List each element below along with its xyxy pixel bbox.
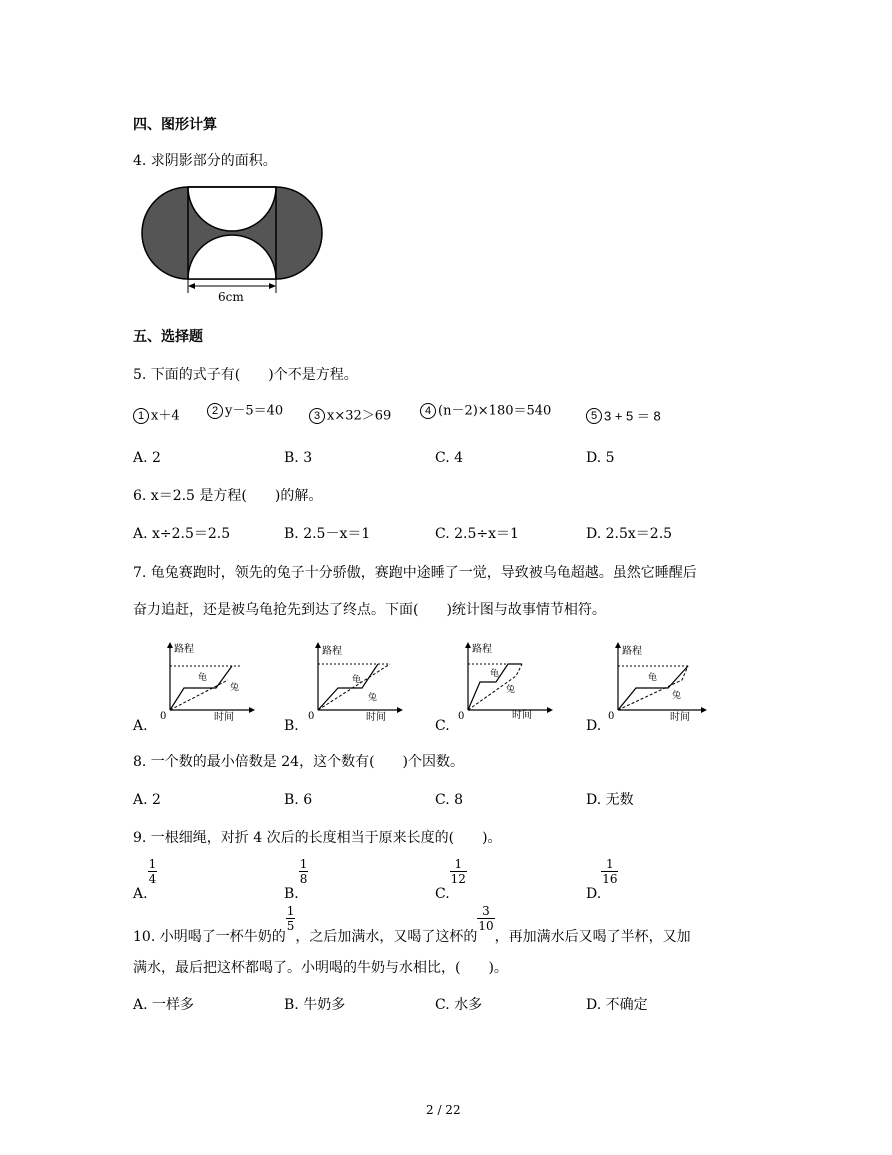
q6-option-b: B. 2.5－x＝1: [284, 526, 371, 542]
shaded-area-figure: [140, 183, 326, 305]
q5-option-d: D. 5: [586, 450, 615, 466]
graph-a-turtle: 龟: [198, 673, 208, 683]
question-7-line-1: 7. 龟兔赛跑时，领先的兔子十分骄傲，赛跑中途睡了一觉，导致被乌龟超越。虽然它睡醒后: [133, 565, 697, 581]
page-number: 2 / 22: [426, 1103, 461, 1117]
graph-c-ylabel: 路程: [472, 644, 492, 655]
fraction: $\frac{1}{12}$: [450, 857, 466, 887]
q9-option-b: B. $\frac{1}{8}$: [284, 857, 308, 902]
graph-d-turtle: 龟: [648, 673, 658, 683]
equation-item-4: 4 (n－2)×180＝540: [420, 403, 551, 419]
q10-option-d: D. 不确定: [586, 997, 648, 1013]
graph-c-origin: 0: [458, 711, 465, 722]
dimension-label: 6cm: [218, 290, 244, 304]
q8-option-b: B. 6: [284, 792, 313, 808]
fraction: $\frac{1}{4}$: [148, 857, 157, 887]
fraction-three-tenths: $\frac{3}{10}$: [478, 904, 494, 934]
question-7-line-2: 奋力追赶，还是被乌龟抢先到达了终点。下面( )统计图与故事情节相符。: [133, 602, 606, 618]
race-graph-a: [158, 640, 258, 722]
q7-option-c: C.: [435, 718, 450, 734]
question-10-line-1: 10. 小明喝了一杯牛奶的 $\frac{1}{5}$ ，之后加满水，又喝了这杯的 $\frac{3}{10}$ ，再加满水后又喝了半杯，又加: [133, 904, 691, 945]
q9-option-a: A. $\frac{1}{4}$: [133, 857, 157, 902]
q10-option-a: A. 一样多: [133, 997, 195, 1013]
graph-b-rabbit: 兔: [368, 693, 378, 703]
equation-item-3: 3 x×32＞69: [309, 408, 391, 424]
q7-option-d: D.: [586, 718, 602, 734]
section-4-title: 四、图形计算: [133, 117, 217, 133]
graph-a-origin: 0: [160, 711, 167, 722]
question-4-text: 4. 求阴影部分的面积。: [133, 153, 277, 169]
race-graph-d: [606, 640, 710, 722]
question-10-line-2: 满水，最后把这杯都喝了。小明喝的牛奶与水相比，( )。: [133, 960, 508, 976]
q8-option-a: A. 2: [133, 792, 161, 808]
graph-d-origin: 0: [608, 711, 615, 722]
q10-option-b: B. 牛奶多: [284, 997, 346, 1013]
q10-option-c: C. 水多: [435, 997, 483, 1013]
q6-option-d: D. 2.5x＝2.5: [586, 526, 673, 542]
question-9-text: 9. 一根细绳，对折 4 次后的长度相当于原来长度的( )。: [133, 830, 502, 846]
q9-option-c: C. $\frac{1}{12}$: [435, 857, 466, 902]
q7-option-b: B.: [284, 718, 299, 734]
equation-item-5: 5 3 + 5 ＝ 8: [586, 408, 661, 424]
race-graph-c: [456, 640, 556, 722]
q5-option-b: B. 3: [284, 450, 313, 466]
graph-c-rabbit: 兔: [506, 685, 516, 695]
question-8-text: 8. 一个数的最小倍数是 24，这个数有( )个因数。: [133, 754, 464, 770]
fraction: $\frac{1}{8}$: [299, 857, 308, 887]
graph-b-turtle: 龟: [352, 675, 362, 685]
graph-a-xlabel: 时间: [214, 712, 234, 722]
graph-d-xlabel: 时间: [670, 712, 690, 722]
q8-option-c: C. 8: [435, 792, 464, 808]
graph-c-turtle: 龟: [490, 669, 500, 679]
q8-option-d: D. 无数: [586, 792, 634, 808]
q5-option-a: A. 2: [133, 450, 161, 466]
q9-option-d: D. $\frac{1}{16}$: [586, 857, 618, 902]
graph-c-xlabel: 时间: [512, 710, 532, 721]
fraction-one-fifth: $\frac{1}{5}$: [286, 904, 295, 934]
q6-option-c: C. 2.5÷x＝1: [435, 526, 519, 542]
q7-option-a: A.: [133, 718, 148, 734]
q5-option-c: C. 4: [435, 450, 464, 466]
graph-b-ylabel: 路程: [322, 646, 342, 657]
equation-item-1: 1 x＋4: [133, 408, 180, 424]
question-5-text: 5. 下面的式子有( )个不是方程。: [133, 367, 358, 383]
race-graph-b: [306, 640, 406, 722]
graph-a-ylabel: 路程: [174, 644, 194, 655]
graph-d-rabbit: 兔: [672, 691, 682, 701]
fraction: $\frac{1}{16}$: [602, 857, 618, 887]
section-5-title: 五、选择题: [133, 329, 203, 345]
q6-option-a: A. x÷2.5＝2.5: [133, 526, 231, 542]
graph-d-ylabel: 路程: [622, 646, 642, 657]
equation-item-2: 2 y－5＝40: [207, 403, 283, 419]
question-6-text: 6. x＝2.5 是方程( )的解。: [133, 488, 323, 504]
graph-b-xlabel: 时间: [366, 712, 386, 722]
graph-a-rabbit: 兔: [230, 683, 240, 693]
graph-b-origin: 0: [308, 711, 315, 722]
